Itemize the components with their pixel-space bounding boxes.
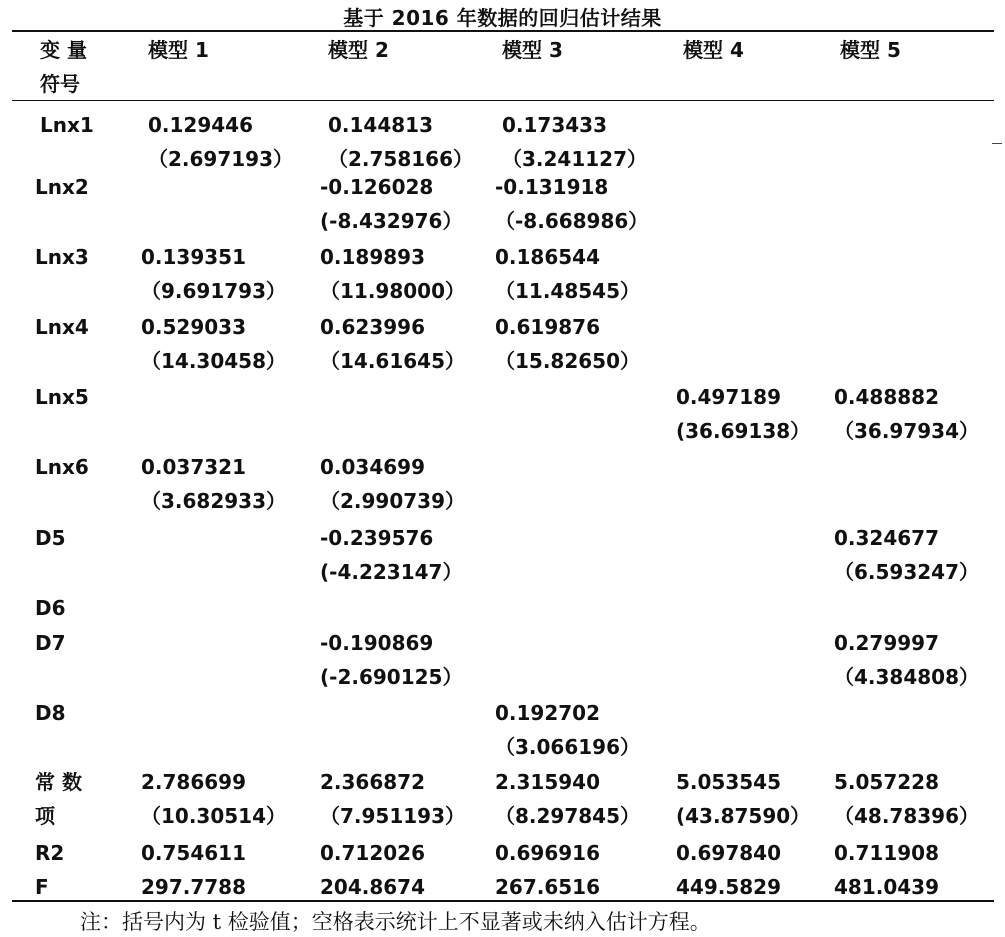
- lnx1-coef-m1: 0.129446: [148, 113, 254, 137]
- d8-t-m3: （3.066196）: [495, 735, 641, 759]
- const-coef-m4: 5.053545: [676, 770, 782, 794]
- d7-coef-m5: 0.279997: [834, 631, 940, 655]
- f-m3: 267.6516: [495, 875, 601, 899]
- row-label-const-line2: 项: [35, 804, 55, 828]
- lnx4-coef-m2: 0.623996: [320, 315, 426, 339]
- lnx1-t-m3: （3.241127）: [502, 147, 648, 171]
- f-m4: 449.5829: [676, 875, 782, 899]
- lnx6-t-m2: （2.990739）: [320, 489, 466, 513]
- lnx5-t-m4: (36.69138）: [676, 419, 811, 443]
- lnx2-t-m2: (-8.432976）: [320, 209, 463, 233]
- r2-m1: 0.754611: [141, 841, 247, 865]
- header-variable-line2: 符号: [40, 72, 80, 96]
- d7-t-m5: （4.384808）: [834, 665, 980, 689]
- row-label-lnx4: Lnx4: [35, 315, 89, 339]
- header-model-4: 模型 4: [683, 38, 744, 62]
- row-label-r2: R2: [35, 841, 65, 865]
- const-t-m2: （7.951193）: [320, 804, 466, 828]
- lnx3-t-m1: （9.691793）: [141, 279, 287, 303]
- lnx1-coef-m3: 0.173433: [502, 113, 608, 137]
- const-t-m4: (43.87590）: [676, 804, 811, 828]
- header-model-3: 模型 3: [502, 38, 563, 62]
- lnx5-coef-m5: 0.488882: [834, 385, 940, 409]
- row-label-lnx3: Lnx3: [35, 245, 89, 269]
- d8-coef-m3: 0.192702: [495, 701, 601, 725]
- const-coef-m3: 2.315940: [495, 770, 601, 794]
- lnx3-t-m3: （11.48545）: [495, 279, 641, 303]
- lnx3-coef-m1: 0.139351: [141, 245, 247, 269]
- r2-m2: 0.712026: [320, 841, 426, 865]
- const-coef-m5: 5.057228: [834, 770, 940, 794]
- f-m2: 204.8674: [320, 875, 426, 899]
- row-label-lnx1: Lnx1: [40, 113, 94, 137]
- row-label-f: F: [35, 875, 49, 899]
- row-label-lnx6: Lnx6: [35, 455, 89, 479]
- lnx2-coef-m3: -0.131918: [495, 175, 609, 199]
- table-title: 基于 2016 年数据的回归估计结果: [343, 6, 662, 30]
- row-label-const-line1: 常 数: [35, 770, 82, 794]
- top-rule: [12, 30, 994, 32]
- lnx6-coef-m2: 0.034699: [320, 455, 426, 479]
- lnx4-coef-m3: 0.619876: [495, 315, 601, 339]
- f-m1: 297.7788: [141, 875, 247, 899]
- lnx1-t-m2: （2.758166）: [328, 147, 474, 171]
- r2-m4: 0.697840: [676, 841, 782, 865]
- lnx6-t-m1: （3.682933）: [141, 489, 287, 513]
- f-m5: 481.0439: [834, 875, 940, 899]
- const-t-m3: （8.297845）: [495, 804, 641, 828]
- lnx4-t-m1: （14.30458）: [141, 349, 287, 373]
- edge-mark: [992, 143, 1002, 144]
- lnx1-t-m1: （2.697193）: [148, 147, 294, 171]
- header-rule: [12, 100, 994, 101]
- lnx2-coef-m2: -0.126028: [320, 175, 434, 199]
- lnx3-coef-m3: 0.186544: [495, 245, 601, 269]
- d5-coef-m2: -0.239576: [320, 526, 434, 550]
- lnx1-coef-m2: 0.144813: [328, 113, 434, 137]
- d7-t-m2: (-2.690125）: [320, 665, 463, 689]
- header-model-1: 模型 1: [148, 38, 209, 62]
- d7-coef-m2: -0.190869: [320, 631, 434, 655]
- lnx3-coef-m2: 0.189893: [320, 245, 426, 269]
- row-label-d7: D7: [35, 631, 66, 655]
- const-coef-m1: 2.786699: [141, 770, 247, 794]
- const-t-m5: （48.78396）: [834, 804, 980, 828]
- const-coef-m2: 2.366872: [320, 770, 426, 794]
- lnx3-t-m2: （11.98000）: [320, 279, 466, 303]
- d5-coef-m5: 0.324677: [834, 526, 940, 550]
- lnx4-t-m2: （14.61645）: [320, 349, 466, 373]
- lnx4-t-m3: （15.82650）: [495, 349, 641, 373]
- bottom-rule: [12, 900, 994, 902]
- d5-t-m5: （6.593247）: [834, 560, 980, 584]
- header-variable-line1: 变 量: [40, 38, 87, 62]
- row-label-d6: D6: [35, 596, 66, 620]
- const-t-m1: （10.30514）: [141, 804, 287, 828]
- header-model-5: 模型 5: [840, 38, 901, 62]
- lnx5-t-m5: （36.97934）: [834, 419, 980, 443]
- row-label-lnx2: Lnx2: [35, 175, 89, 199]
- lnx5-coef-m4: 0.497189: [676, 385, 782, 409]
- lnx2-t-m3: （-8.668986）: [495, 209, 649, 233]
- header-model-2: 模型 2: [328, 38, 389, 62]
- lnx4-coef-m1: 0.529033: [141, 315, 247, 339]
- r2-m3: 0.696916: [495, 841, 601, 865]
- row-label-d8: D8: [35, 701, 66, 725]
- d5-t-m2: (-4.223147）: [320, 560, 463, 584]
- row-label-d5: D5: [35, 526, 66, 550]
- lnx6-coef-m1: 0.037321: [141, 455, 247, 479]
- row-label-lnx5: Lnx5: [35, 385, 89, 409]
- table-note: 注：括号内为 t 检验值；空格表示统计上不显著或未纳入估计方程。: [80, 910, 711, 934]
- r2-m5: 0.711908: [834, 841, 940, 865]
